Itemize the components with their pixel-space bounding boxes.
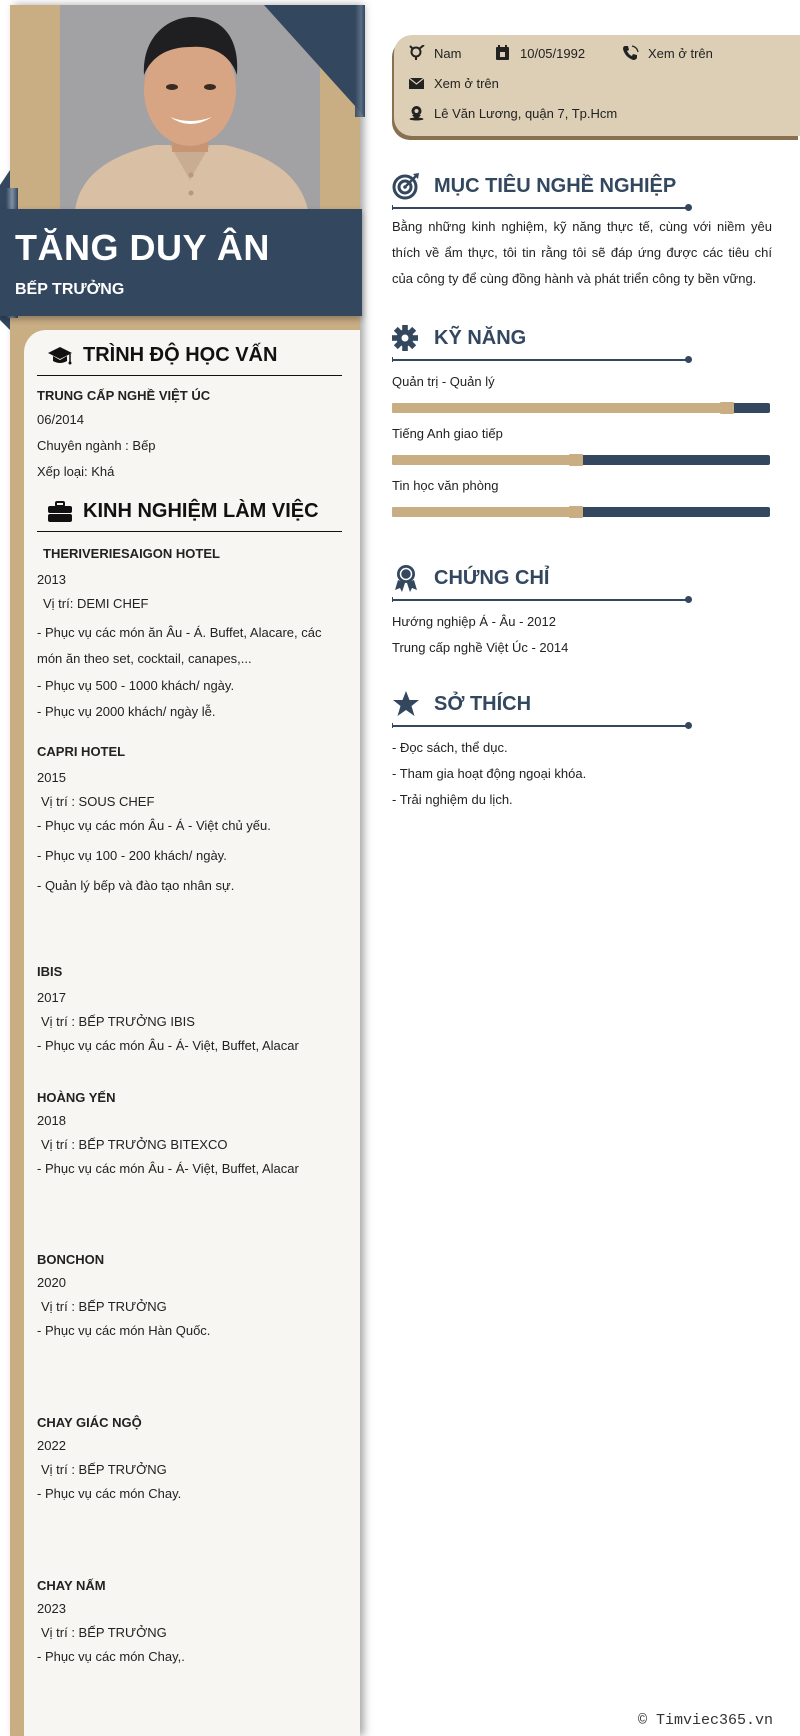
skill-bar-fill bbox=[392, 403, 732, 413]
contact-email bbox=[408, 75, 499, 91]
job-position: Vị trí : SOUS CHEF bbox=[41, 794, 155, 809]
certificate-item: Trung cấp nghề Việt Úc - 2014 bbox=[392, 640, 569, 655]
section-divider bbox=[392, 356, 692, 364]
job-detail: - Phục vụ các món Chay. bbox=[37, 1486, 182, 1501]
education-grade: Xếp loại: Khá bbox=[37, 464, 115, 479]
skill-bar bbox=[392, 507, 770, 517]
skills-section bbox=[392, 322, 772, 517]
objective-section bbox=[392, 170, 772, 292]
job-year: 2015 bbox=[37, 770, 66, 785]
skill-bar-knob bbox=[569, 454, 583, 466]
skill-item bbox=[392, 426, 772, 465]
contact-gender-value: Nam bbox=[434, 45, 462, 61]
job-entry bbox=[37, 1252, 342, 1339]
job-position: Vị trí : BẾP TRƯỞNG bbox=[41, 1299, 167, 1314]
contact-email-value: Xem ở trên bbox=[434, 75, 499, 91]
job-year: 2023 bbox=[37, 1601, 66, 1616]
skill-label: Tiếng Anh giao tiếp bbox=[392, 426, 503, 441]
job-detail: - Phục vụ 500 - 1000 khách/ ngày. bbox=[37, 678, 235, 693]
job-position: Vị trí: DEMI CHEF bbox=[43, 596, 149, 611]
candidate-role: BẾP TRƯỞNG bbox=[15, 281, 125, 298]
certificate-item: Hướng nghiệp Á - Âu - 2012 bbox=[392, 614, 556, 629]
education-header bbox=[37, 344, 342, 376]
job-year: 2017 bbox=[37, 990, 66, 1005]
contact-gender bbox=[408, 45, 461, 61]
objective-title: MỤC TIÊU NGHỀ NGHIỆP bbox=[434, 174, 677, 197]
skill-label: Quản trị - Quản lý bbox=[392, 374, 495, 389]
skill-bar bbox=[392, 403, 770, 413]
job-detail: - Phục vụ 2000 khách/ ngày lễ. bbox=[37, 704, 216, 719]
job-company: CAPRI HOTEL bbox=[37, 744, 126, 759]
skill-bar-fill bbox=[392, 455, 581, 465]
contact-birthday-value: 10/05/1992 bbox=[520, 45, 586, 61]
job-detail: - Phục vụ các món Âu - Á - Việt chủ yếu. bbox=[37, 818, 271, 833]
contact-info-box bbox=[394, 35, 800, 136]
certificates-title: CHỨNG CHỈ bbox=[434, 566, 550, 589]
job-detail: - Phục vụ các món Âu - Á- Việt, Buffet, Alacar bbox=[37, 1038, 299, 1053]
award-ribbon-icon bbox=[392, 564, 422, 592]
objective-text: Bằng những kinh nghiệm, kỹ năng thực tế, cùng với niềm yêu thích về ẩm thực, tôi tin rằng tôi sẽ đáp ứng được các tiêu chí của công ty để cùng đồng hành và phát triển công ty bền vững. bbox=[392, 219, 772, 286]
hobbies-header bbox=[392, 688, 772, 720]
certificates-section bbox=[392, 562, 772, 656]
gender-icon bbox=[408, 45, 426, 61]
job-company: CHAY NẤM bbox=[37, 1578, 106, 1593]
job-position: Vị trí : BẾP TRƯỞNG BITEXCO bbox=[41, 1137, 228, 1152]
objective-header bbox=[392, 170, 772, 202]
job-year: 2018 bbox=[37, 1113, 66, 1128]
skill-item bbox=[392, 478, 772, 517]
contact-phone-value: Xem ở trên bbox=[648, 45, 713, 61]
skill-bar-knob bbox=[720, 402, 734, 414]
certificates-header bbox=[392, 562, 772, 594]
experience-section bbox=[37, 500, 342, 1665]
contact-address bbox=[408, 105, 617, 121]
education-school: TRUNG CẤP NGHỀ VIỆT ÚC bbox=[37, 388, 211, 403]
job-entry bbox=[37, 1090, 342, 1177]
job-position: Vị trí : BẾP TRƯỞNG bbox=[41, 1462, 167, 1477]
graduation-cap-icon bbox=[47, 345, 73, 367]
job-company: IBIS bbox=[37, 964, 63, 979]
hobby-item: - Trải nghiệm du lịch. bbox=[392, 792, 513, 807]
contact-phone bbox=[622, 45, 713, 61]
job-year: 2013 bbox=[37, 572, 66, 587]
job-year: 2022 bbox=[37, 1438, 66, 1453]
experience-title: KINH NGHIỆM LÀM VIỆC bbox=[83, 500, 319, 522]
hobbies-title: SỞ THÍCH bbox=[434, 692, 532, 715]
star-icon bbox=[392, 690, 422, 718]
name-banner bbox=[0, 209, 362, 316]
job-detail: - Phục vụ các món ăn Âu - Á. Buffet, Alacare, các món ăn theo set, cocktail, canapes,... bbox=[37, 625, 322, 666]
hobbies-section bbox=[392, 688, 772, 808]
job-detail: - Quản lý bếp và đào tạo nhân sự. bbox=[37, 878, 235, 893]
job-detail: - Phục vụ 100 - 200 khách/ ngày. bbox=[37, 848, 227, 863]
corner-ribbon-decoration bbox=[255, 5, 370, 123]
section-divider bbox=[392, 596, 692, 604]
job-entry bbox=[37, 964, 342, 1054]
section-divider bbox=[392, 722, 692, 730]
education-date: 06/2014 bbox=[37, 412, 84, 427]
candidate-name: TĂNG DUY ÂN bbox=[15, 227, 270, 268]
target-icon bbox=[392, 172, 422, 200]
skill-bar bbox=[392, 455, 770, 465]
hobby-item: - Tham gia hoạt động ngoại khóa. bbox=[392, 766, 587, 781]
job-detail: - Phục vụ các món Hàn Quốc. bbox=[37, 1323, 211, 1338]
job-entry bbox=[37, 1415, 342, 1502]
job-company: CHAY GIÁC NGỘ bbox=[37, 1415, 142, 1430]
calendar-icon bbox=[494, 45, 512, 61]
left-content-panel bbox=[24, 330, 360, 1736]
skill-bar-knob bbox=[569, 506, 583, 518]
footer-watermark: © Timviec365.vn bbox=[637, 1712, 773, 1729]
contact-birthday bbox=[494, 45, 585, 61]
briefcase-icon bbox=[47, 501, 73, 523]
job-detail: - Phục vụ các món Chay,. bbox=[37, 1649, 185, 1664]
education-section bbox=[37, 344, 342, 480]
skill-bar-fill bbox=[392, 507, 581, 517]
job-company: HOÀNG YẾN bbox=[37, 1090, 116, 1105]
hobby-item: - Đọc sách, thể dục. bbox=[392, 740, 508, 755]
section-divider bbox=[392, 204, 692, 212]
experience-header bbox=[37, 500, 342, 532]
job-company: BONCHON bbox=[37, 1252, 105, 1267]
job-detail: - Phục vụ các món Âu - Á- Việt, Buffet, Alacar bbox=[37, 1161, 299, 1176]
job-year: 2020 bbox=[37, 1275, 66, 1290]
job-entry bbox=[37, 546, 342, 720]
education-title: TRÌNH ĐỘ HỌC VẤN bbox=[83, 344, 278, 366]
envelope-icon bbox=[408, 75, 426, 91]
skill-item bbox=[392, 374, 772, 413]
contact-address-value: Lê Văn Lương, quận 7, Tp.Hcm bbox=[434, 105, 618, 121]
skills-header bbox=[392, 322, 772, 354]
job-company: THERIVERIESAIGON HOTEL bbox=[43, 546, 220, 561]
skill-label: Tin học văn phòng bbox=[392, 478, 499, 493]
map-pin-icon bbox=[408, 105, 426, 121]
skills-title: KỸ NĂNG bbox=[434, 326, 527, 349]
education-major: Chuyên ngành : Bếp bbox=[37, 438, 156, 453]
phone-icon bbox=[622, 45, 640, 61]
job-position: Vị trí : BẾP TRƯỞNG bbox=[41, 1625, 167, 1640]
gear-icon bbox=[392, 324, 422, 352]
job-entry bbox=[37, 1578, 342, 1665]
job-position: Vị trí : BẾP TRƯỞNG IBIS bbox=[41, 1014, 195, 1029]
job-entry bbox=[37, 744, 342, 894]
